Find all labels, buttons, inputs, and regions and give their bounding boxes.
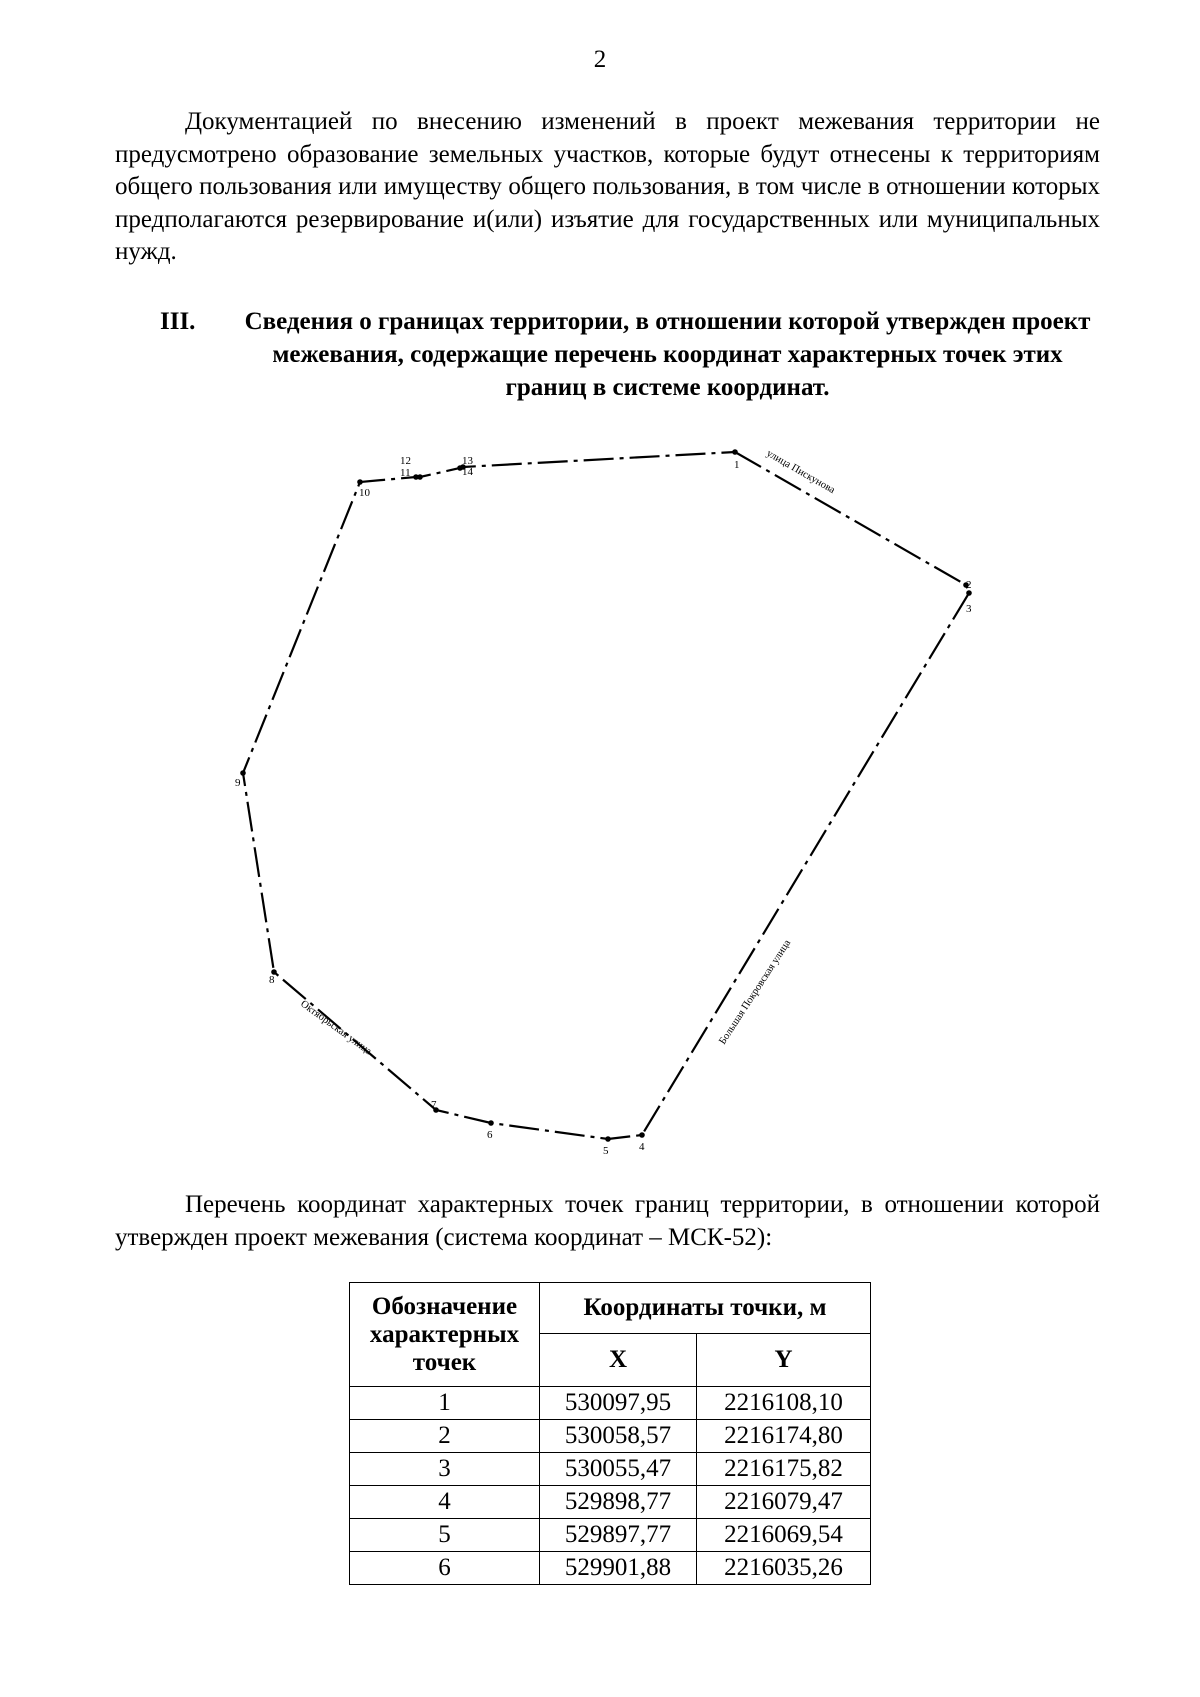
- point-marker-1: [732, 449, 738, 455]
- point-marker-10: [357, 479, 363, 485]
- point-number: 4: [350, 1486, 540, 1519]
- coordinates-list-caption: Перечень координат характерных точек границ территории, в отношении которой утвержден проект межевания (система координат – МСК-52):: [115, 1191, 1100, 1251]
- point-number: 6: [350, 1552, 540, 1585]
- point-label-12: 12: [400, 455, 411, 467]
- y-value: 2216108,10: [697, 1387, 871, 1420]
- point-marker-9: [240, 770, 246, 776]
- point-label-2: 2: [966, 579, 972, 591]
- table-row: [350, 1519, 871, 1552]
- point-marker-5: [605, 1136, 611, 1142]
- coordinates-table: [349, 1282, 871, 1585]
- x-value: 529898,77: [540, 1486, 697, 1519]
- point-label-14: 14: [462, 466, 473, 478]
- table-row: [350, 1420, 871, 1453]
- point-label-4: 4: [639, 1141, 645, 1153]
- intro-paragraph: Документацией по внесению изменений в проект межевания территории не предусмотрено образование земельных участков, которые будут отнесены к территориям общего пользования или имуществу общего пользования, в том числе в отношении которых предполагаются резервирование и(или) изъятие для государственных или муниципальных нужд.: [115, 108, 1100, 265]
- table-header-x: X: [540, 1334, 697, 1387]
- point-label-7: 7: [431, 1099, 437, 1111]
- point-label-5: 5: [603, 1145, 609, 1157]
- point-number: 3: [350, 1453, 540, 1486]
- point-marker-6: [488, 1120, 494, 1126]
- point-marker-3: [966, 590, 972, 596]
- point-label-9: 9: [235, 777, 241, 789]
- point-number: 2: [350, 1420, 540, 1453]
- x-value: 529897,77: [540, 1519, 697, 1552]
- point-number: 5: [350, 1519, 540, 1552]
- point-label-11: 11: [400, 467, 411, 479]
- street-label-oktyabrskaya: Октябрьская улица: [298, 998, 374, 1058]
- x-value: 530055,47: [540, 1453, 697, 1486]
- x-value: 529901,88: [540, 1552, 697, 1585]
- point-label-1: 1: [734, 459, 740, 471]
- table-header-coordinates: Координаты точки, м: [540, 1283, 871, 1334]
- street-label-bolshaya-pokrovskaya: Большая Покровская улица: [717, 938, 794, 1047]
- page-number: 2: [593, 46, 607, 73]
- point-number: 1: [350, 1387, 540, 1420]
- x-value: 530058,57: [540, 1420, 697, 1453]
- section-number: III.: [160, 308, 196, 335]
- point-marker-4: [639, 1132, 645, 1138]
- y-value: 2216174,80: [697, 1420, 871, 1453]
- street-label-piskunova: улица Пискунова: [764, 448, 837, 497]
- y-value: 2216069,54: [697, 1519, 871, 1552]
- point-marker-12: [417, 474, 423, 480]
- point-label-8: 8: [269, 974, 275, 986]
- y-value: 2216079,47: [697, 1486, 871, 1519]
- table-header-designation: Обозначение характерных точек: [350, 1283, 540, 1387]
- point-label-6: 6: [487, 1129, 493, 1141]
- table-row: [350, 1453, 871, 1486]
- point-label-10: 10: [359, 487, 370, 499]
- y-value: 2216175,82: [697, 1453, 871, 1486]
- table-row: [350, 1486, 871, 1519]
- table-header-y: Y: [697, 1334, 871, 1387]
- table-row: [350, 1387, 871, 1420]
- table-row: [350, 1552, 871, 1585]
- point-label-13: 13: [462, 455, 473, 467]
- point-label-3: 3: [966, 603, 972, 615]
- section-title: Сведения о границах территории, в отношении которой утвержден проект межевания, содержащие перечень координат характерных точек этих границ в системе координат.: [244, 308, 1091, 401]
- y-value: 2216035,26: [697, 1552, 871, 1585]
- x-value: 530097,95: [540, 1387, 697, 1420]
